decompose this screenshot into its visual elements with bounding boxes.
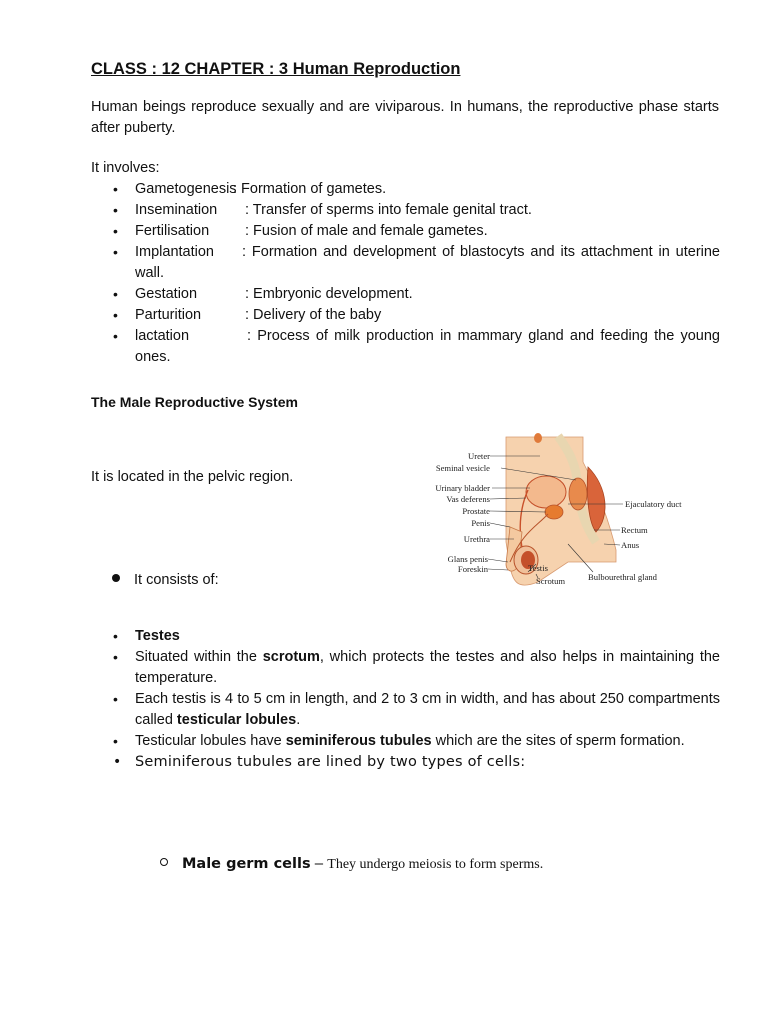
hollow-bullet-icon [160,858,168,866]
male-reproductive-system-diagram [418,432,693,592]
list-item: • Gestation : Embryonic development. [90,284,720,305]
list-item: • Situated within the scrotum, which protects the testes and also helps in maintaining the temperature. [90,647,720,689]
label-rectum: Rectum [621,525,648,535]
list-item: • lactation : Process of milk production in mammary gland and feeding the young ones. [90,326,720,368]
reproduction-stages-list [90,179,720,368]
list-item: • Each testis is 4 to 5 cm in length, and 2 to 3 cm in width, and has about 250 compartments called testicular lobules. [90,689,720,731]
label-ureter: Ureter [468,451,490,461]
involves-label: It involves: [91,160,160,176]
label-urinary-bladder: Urinary bladder [435,483,490,493]
list-item: • Implantation : Formation and development of blastocyts and its attachment in uterine wall. [90,242,720,284]
bullet-icon [112,574,120,582]
list-item: • Parturition : Delivery of the baby [90,305,720,326]
label-testis: Testis [528,563,548,573]
label-glans-penis: Glans penis [447,554,488,564]
label-prostate: Prostate [462,506,490,516]
list-item: • Seminiferous tubules are lined by two types of cells: [90,752,720,773]
label-ejaculatory-duct: Ejaculatory duct [625,499,682,509]
intro-paragraph: Human beings reproduce sexually and are viviparous. In humans, the reproductive phase starts after puberty. [91,99,719,136]
label-anus: Anus [621,540,640,550]
label-bulbourethral-gland: Bulbourethral gland [588,572,657,582]
list-item: • Testicular lobules have seminiferous tubules which are the sites of sperm formation. [90,731,720,752]
label-urethra: Urethra [463,534,490,544]
label-scrotum: Scrotum [536,576,566,586]
label-penis: Penis [471,518,490,528]
location-text: It is located in the pelvic region. [91,469,294,485]
consists-item: It consists of: [112,572,219,588]
label-vas-deferens: Vas deferens [446,494,490,504]
list-item: • Insemination : Transfer of sperms into female genital tract. [90,200,720,221]
section-heading-male-reproductive-system: The Male Reproductive System [91,394,298,410]
germ-cells-item: Male germ cells – They undergo meiosis to form sperms. [160,855,543,873]
label-seminal-vesicle: Seminal vesicle [435,463,490,473]
list-item: • Gametogenesis: Formation of gametes. [90,179,720,200]
label-foreskin: Foreskin [457,564,488,574]
page-title: CLASS : 12 CHAPTER : 3 Human Reproduction [91,60,461,78]
testes-list [90,626,720,773]
list-item: • Testes [90,626,720,647]
list-item: • Fertilisation : Fusion of male and female gametes. [90,221,720,242]
